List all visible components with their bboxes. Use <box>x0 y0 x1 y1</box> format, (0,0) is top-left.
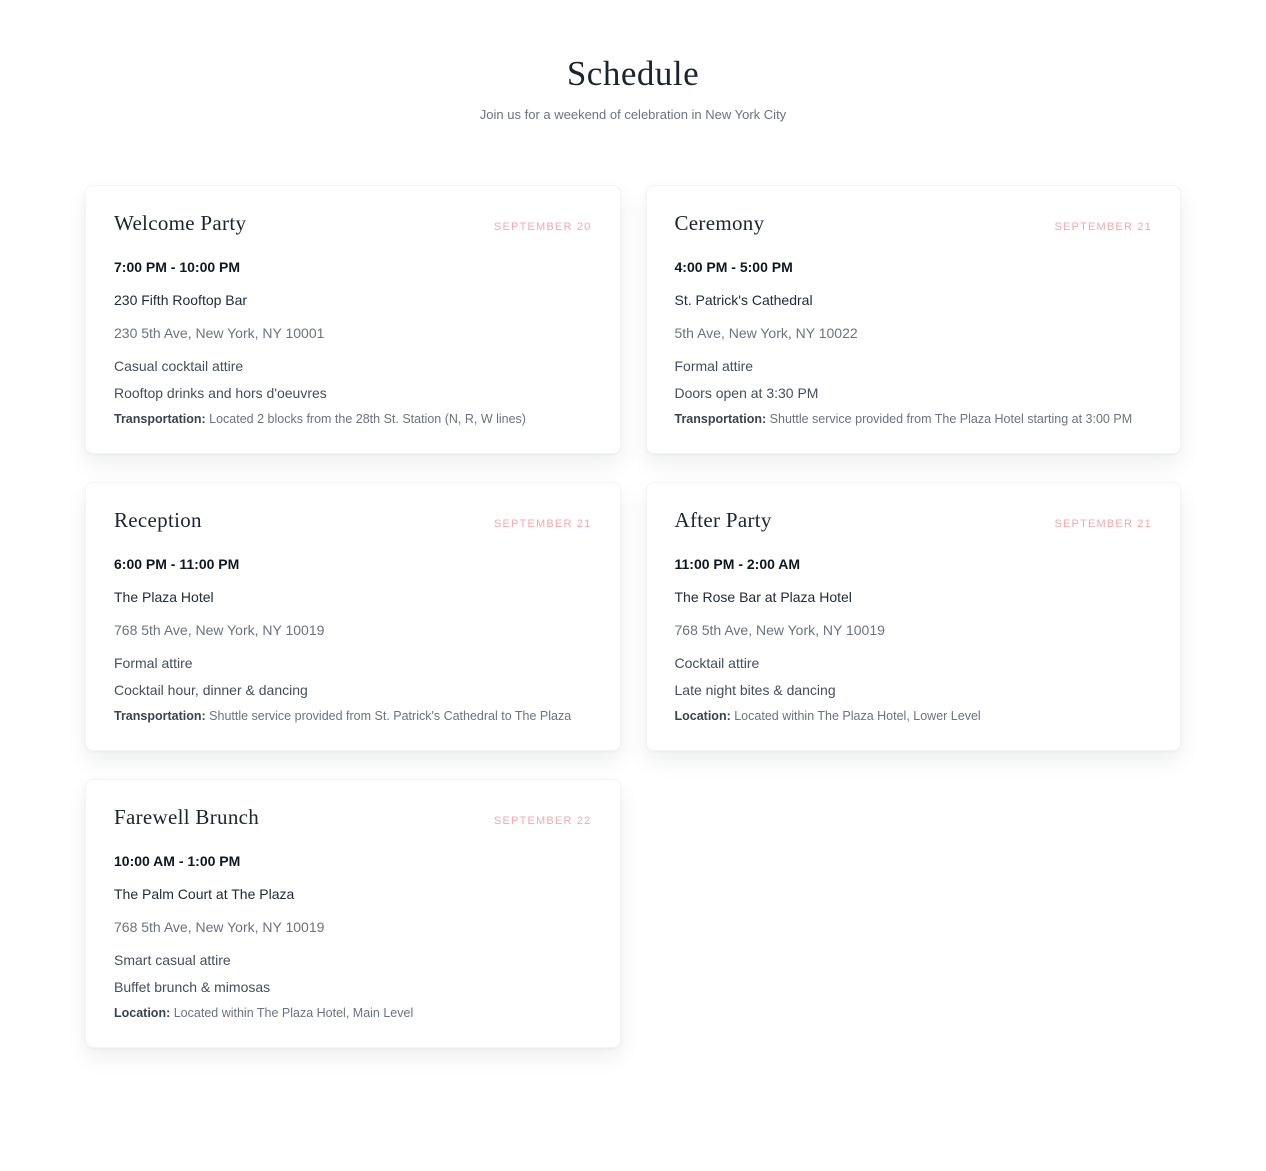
event-note <box>114 412 592 426</box>
event-card-welcome-party <box>85 185 621 454</box>
event-title: After Party <box>674 508 772 532</box>
event-card-after-party <box>646 482 1182 751</box>
event-card-header <box>114 211 592 236</box>
page-header <box>85 54 1181 122</box>
events-grid <box>85 185 1181 1048</box>
page-subtitle: Join us for a weekend of celebration in New York City <box>479 107 787 122</box>
event-address: 5th Ave, New York, NY 10022 <box>674 325 858 341</box>
event-address: 230 5th Ave, New York, NY 10001 <box>114 325 325 341</box>
event-title: Welcome Party <box>114 211 247 235</box>
event-card-header <box>675 508 1153 533</box>
event-card-ceremony <box>646 185 1182 454</box>
event-note <box>675 412 1153 426</box>
event-attire: Formal attire <box>114 655 193 671</box>
event-note-text: Shuttle service provided from The Plaza Hotel starting at 3:00 PM <box>769 412 1133 426</box>
event-time: 7:00 PM - 10:00 PM <box>114 259 241 275</box>
event-venue: The Palm Court at The Plaza <box>114 886 295 902</box>
event-time: 4:00 PM - 5:00 PM <box>674 259 793 275</box>
event-note-text: Located 2 blocks from the 28th St. Station (N, R, W lines) <box>209 412 526 426</box>
event-description: Rooftop drinks and hors d'oeuvres <box>114 385 327 401</box>
page-title: Schedule <box>566 54 700 93</box>
event-card-header <box>675 211 1153 236</box>
event-attire: Cocktail attire <box>674 655 760 671</box>
event-address: 768 5th Ave, New York, NY 10019 <box>674 622 885 638</box>
event-venue: St. Patrick's Cathedral <box>674 292 813 308</box>
event-card-header <box>114 805 592 830</box>
event-description: Doors open at 3:30 PM <box>674 385 819 401</box>
event-note-text: Located within The Plaza Hotel, Main Level <box>173 1006 414 1020</box>
event-description: Cocktail hour, dinner & dancing <box>114 682 308 698</box>
event-address: 768 5th Ave, New York, NY 10019 <box>114 622 325 638</box>
event-description: Buffet brunch & mimosas <box>114 979 271 995</box>
event-venue: The Plaza Hotel <box>114 589 214 605</box>
event-date-badge: SEPTEMBER 21 <box>1054 221 1152 233</box>
event-note <box>114 1006 592 1020</box>
event-note-text: Located within The Plaza Hotel, Lower Level <box>734 709 981 723</box>
event-time: 11:00 PM - 2:00 AM <box>674 556 801 572</box>
event-attire: Formal attire <box>674 358 754 374</box>
event-note-label: Location: <box>674 709 731 723</box>
event-time: 6:00 PM - 11:00 PM <box>114 556 240 572</box>
event-attire: Smart casual attire <box>114 952 231 968</box>
event-note-label: Transportation: <box>674 412 767 426</box>
event-note <box>675 709 1153 723</box>
event-note-label: Transportation: <box>114 412 206 426</box>
event-card-reception <box>85 482 621 751</box>
event-note-label: Location: <box>114 1006 171 1020</box>
event-time: 10:00 AM - 1:00 PM <box>114 853 241 869</box>
event-address: 768 5th Ave, New York, NY 10019 <box>114 919 325 935</box>
event-date-badge: SEPTEMBER 22 <box>493 815 592 827</box>
event-date-badge: SEPTEMBER 21 <box>1054 518 1152 530</box>
event-title: Ceremony <box>674 211 765 235</box>
event-title: Reception <box>114 508 202 532</box>
event-title: Farewell Brunch <box>114 805 260 829</box>
event-description: Late night bites & dancing <box>674 682 836 698</box>
event-attire: Casual cocktail attire <box>114 358 244 374</box>
event-card-header <box>114 508 592 533</box>
event-venue: The Rose Bar at Plaza Hotel <box>674 589 852 605</box>
event-venue: 230 Fifth Rooftop Bar <box>114 292 248 308</box>
event-date-badge: SEPTEMBER 20 <box>493 221 592 233</box>
event-date-badge: SEPTEMBER 21 <box>493 518 592 530</box>
event-note-text: Shuttle service provided from St. Patrick's Cathedral to The Plaza <box>209 709 572 723</box>
event-note-label: Transportation: <box>114 709 206 723</box>
event-card-farewell-brunch <box>85 779 621 1048</box>
event-note <box>114 709 592 723</box>
